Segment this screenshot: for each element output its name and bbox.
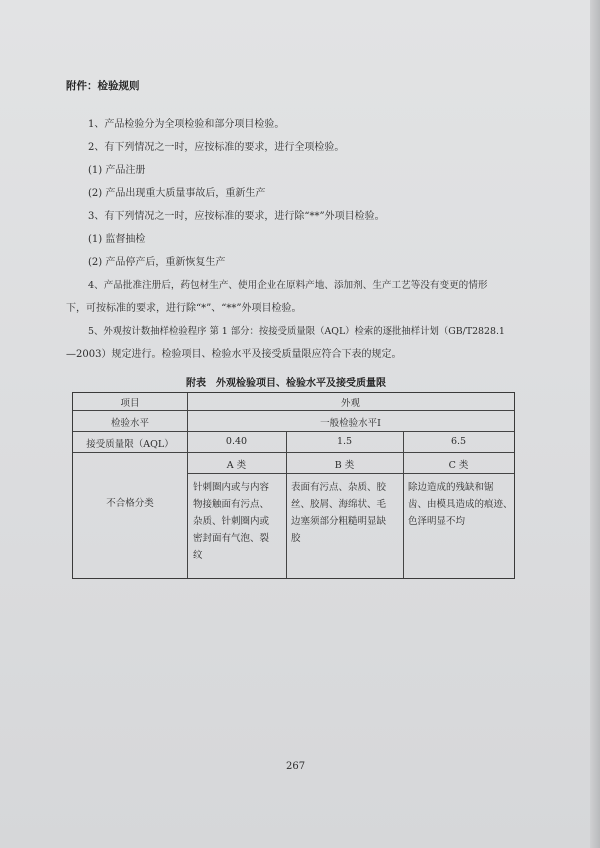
page-number: 267 bbox=[286, 761, 306, 772]
paragraph-3: 3、有下列情况之一时，应按标准的要求，进行除“**”外项目检验。 bbox=[88, 211, 385, 222]
class-b-line: 胶 bbox=[291, 533, 301, 544]
class-c-line: 色泽明显不均 bbox=[408, 516, 466, 527]
class-a-line: 物接触面有污点、 bbox=[193, 499, 270, 510]
aql-value-a: 0.40 bbox=[225, 436, 248, 447]
class-c-line: 除边造成的残缺和锯 bbox=[408, 482, 494, 493]
row-item-value: 外观 bbox=[340, 398, 360, 409]
table-rule bbox=[73, 431, 514, 432]
class-a-header: A 类 bbox=[226, 460, 247, 471]
appendix-heading: 附件：检验规则 bbox=[66, 80, 140, 92]
paragraph-5-line-1: 5、外观按计数抽样检验程序 第 1 部分：按接受质量限（AQL）检索的逐批抽样计划（GB/T2828.1 bbox=[88, 326, 505, 337]
defect-class-label: 不合格分类 bbox=[106, 498, 154, 509]
paragraph-4-line-1: 4、产品批准注册后，药包材生产、使用企业在原料产地、添加剂、生产工艺等没有变更的情形 bbox=[88, 280, 488, 291]
aql-value-b: 1.5 bbox=[336, 436, 353, 447]
table-caption: 附表 外观检验项目、检验水平及接受质量限 bbox=[186, 378, 386, 389]
table-rule bbox=[187, 473, 514, 474]
table-rule bbox=[73, 452, 514, 453]
class-b-line: 表面有污点、杂质、胶 bbox=[291, 482, 387, 493]
inspection-table bbox=[72, 392, 515, 579]
paragraph-2: 2、有下列情况之一时，应按标准的要求，进行全项检验。 bbox=[88, 142, 345, 153]
class-a-line: 针刺圈内或与内容 bbox=[193, 482, 270, 493]
table-rule bbox=[286, 431, 287, 578]
class-c-header: C 类 bbox=[448, 460, 469, 471]
row-item-label: 项目 bbox=[120, 398, 140, 409]
class-b-header: B 类 bbox=[334, 460, 355, 471]
paragraph-2b: (2) 产品出现重大质量事故后，重新生产 bbox=[88, 188, 266, 199]
class-c-line: 齿、由模具造成的痕迹、 bbox=[408, 499, 513, 510]
class-b-description bbox=[291, 479, 386, 547]
paragraph-5-line-2: —2003）规定进行。检验项目、检验水平及接受质量限应符合下表的规定。 bbox=[66, 349, 402, 360]
class-c-description bbox=[408, 479, 513, 530]
row-level-value: 一般检验水平Ⅰ bbox=[320, 418, 381, 429]
class-a-line: 密封面有气泡、裂 bbox=[193, 533, 270, 544]
class-a-line: 杂质、针刺圈内或 bbox=[193, 516, 270, 527]
paragraph-1: 1、产品检验分为全项检验和部分项目检验。 bbox=[88, 119, 285, 130]
row-level-label: 检验水平 bbox=[110, 418, 149, 429]
class-a-description bbox=[193, 479, 269, 564]
paragraph-4-line-2: 下，可按标准的要求，进行除“*”、“**”外项目检验。 bbox=[66, 303, 302, 314]
class-b-line: 边塞须部分粗糙明显缺 bbox=[291, 516, 387, 527]
table-rule bbox=[73, 410, 514, 411]
table-rule bbox=[403, 431, 404, 578]
paragraph-2a: (1) 产品注册 bbox=[88, 165, 146, 176]
aql-value-c: 6.5 bbox=[450, 436, 467, 447]
paragraph-3b: (2) 产品停产后，重新恢复生产 bbox=[88, 257, 226, 268]
class-b-line: 丝、胶屑、海绵状、毛 bbox=[291, 499, 387, 510]
scan-edge bbox=[590, 0, 600, 848]
class-a-line: 纹 bbox=[193, 550, 203, 561]
paragraph-3a: (1) 监督抽检 bbox=[88, 234, 146, 245]
row-aql-label: 接受质量限（AQL） bbox=[86, 439, 174, 450]
